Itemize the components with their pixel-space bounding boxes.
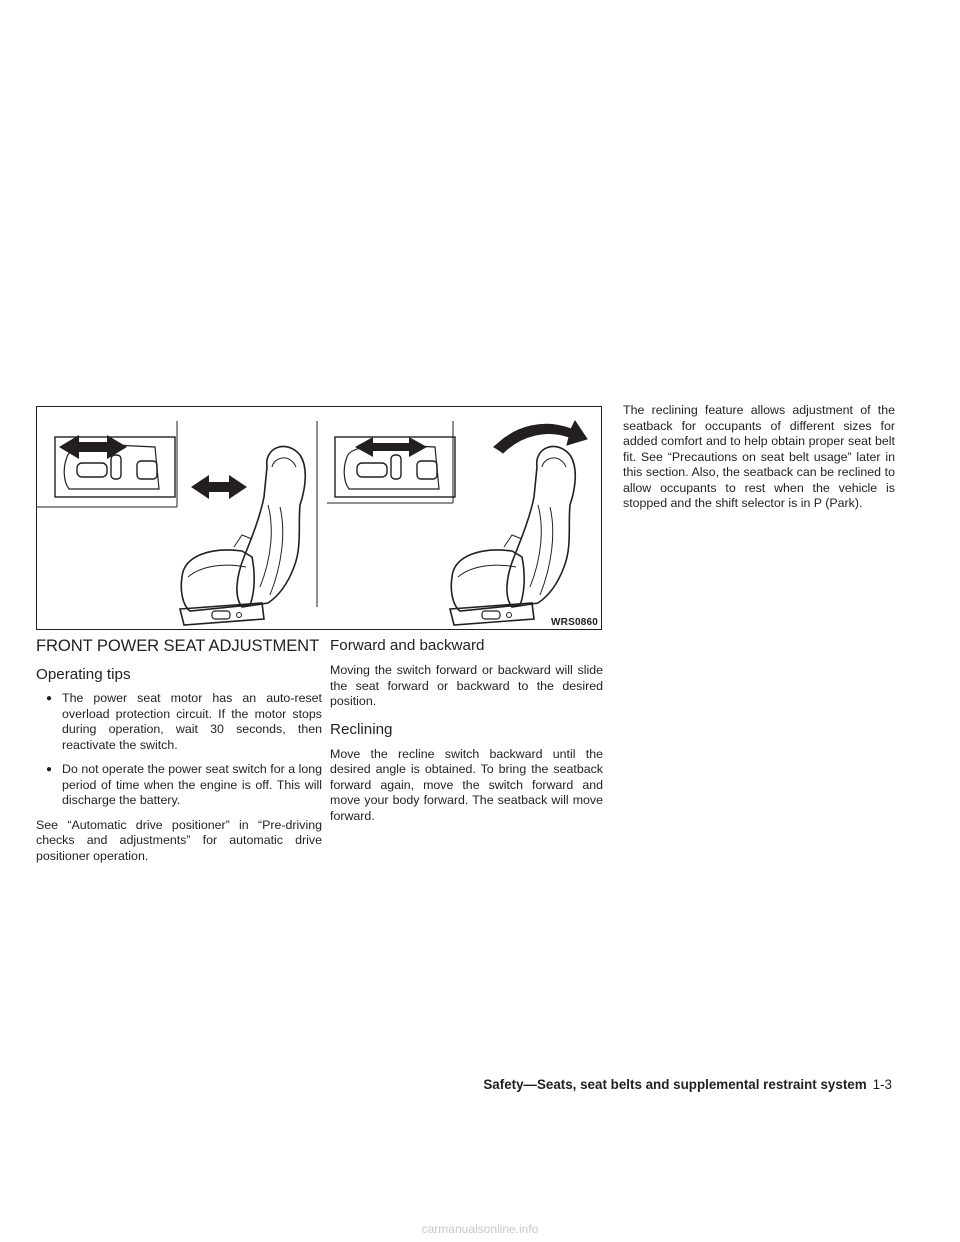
page-footer [483,1077,892,1092]
reclining-feature-body: The reclining feature allows adjustment of the seatback for occupants of different sizes for added comfort and to help obtain proper seat belt fit. See “Precautions on seat belt usage” later in this section. Also, the seatback can be reclined to allow occupants to rest when the vehicle is stopped and the shift selector is in P (Park). [623,403,895,510]
reclining-body: Move the recline switch backward until the desired angle is obtained. To bring the seatback forward again, move the switch forward and move your body forward. The seatback will move forward. [330,746,603,823]
forward-backward-heading: Forward and backward [330,637,485,654]
seat-diagram [37,407,603,631]
operating-tips-list [36,691,322,809]
seat-adjustment-illustration [36,406,602,630]
left-column [36,665,322,864]
reclining-heading: Reclining [330,720,393,738]
list-item: ● The power seat motor has an auto-reset overload protection circuit. If the motor stops during operation, wait 30 seconds, then reactivate the switch. [36,691,322,753]
bullet-icon: ● [45,764,53,775]
right-column [623,403,895,512]
page-number: 1-3 [872,1077,892,1092]
middle-column [330,636,603,824]
chapter-title: Safety—Seats, seat belts and supplemental restraint system [483,1077,867,1092]
bullet-icon: ● [45,693,53,704]
forward-backward-body: Moving the switch forward or backward will slide the seat forward or backward to the desired position. [330,663,603,708]
list-item: ● Do not operate the power seat switch for a long period of time when the engine is off. This will discharge the battery. [36,762,322,809]
operating-tips-note: See “Automatic drive positioner” in “Pre-driving checks and adjustments” for automatic drive positioner operation. [36,817,322,863]
operating-tips-heading: Operating tips [36,666,131,683]
section-title: FRONT POWER SEAT ADJUSTMENT [36,636,320,655]
watermark: carmanualsonline.info [421,1222,539,1236]
figure-code: WRS0860 [551,617,598,628]
